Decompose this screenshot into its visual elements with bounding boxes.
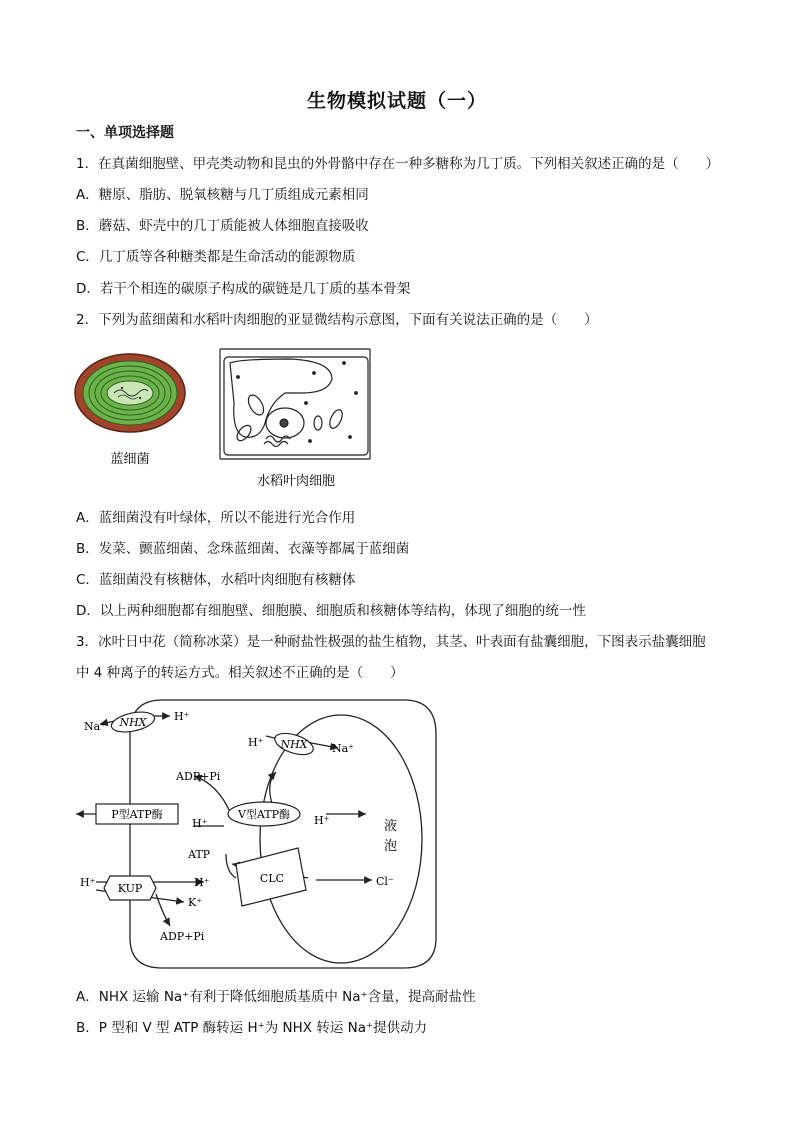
question-1-stem: 1．在真菌细胞壁、甲壳类动物和昆虫的外骨骼中存在一种多糖称为几丁质。下列相关叙述正确的是（ ） xyxy=(76,156,720,172)
p-type-atpase-label: P型ATP酶 xyxy=(111,808,163,821)
question-1-option-d: D．若干个相连的碳原子构成的碳链是几丁质的基本骨架 xyxy=(76,281,411,297)
rice-cell-label: 水稻叶肉细胞 xyxy=(256,474,336,489)
h-middle-label: H⁺ xyxy=(192,817,208,830)
clc-transporter xyxy=(236,848,306,906)
rice-mesophyll-cell-illustration xyxy=(220,349,370,459)
question-1-option-a: A．糖原、脂肪、脱氧核糖与几丁质组成元素相同 xyxy=(76,187,369,203)
adp-pi-top-label: ADP+Pi xyxy=(176,770,221,783)
adp-pi-bottom-label: ADP+Pi xyxy=(160,930,205,943)
na-outside-label: Na⁺ xyxy=(84,720,106,733)
question-1-option-b: B．蘑菇、虾壳中的几丁质能被人体细胞直接吸收 xyxy=(76,218,369,234)
na-vacuole-label: Na⁺ xyxy=(332,742,354,755)
cl-ion-label: Cl⁻ xyxy=(376,875,394,888)
cell-structure-figure xyxy=(70,343,390,493)
h-kup-left-label: H⁺ xyxy=(80,876,96,889)
kup-transporter xyxy=(104,876,156,900)
question-2-option-c: C．蓝细菌没有核糖体，水稻叶肉细胞有核糖体 xyxy=(76,572,356,588)
question-2-stem: 2．下列为蓝细菌和水稻叶肉细胞的亚显微结构示意图，下面有关说法正确的是（ ） xyxy=(76,312,598,328)
question-3-stem-line-1: 3．冰叶日中花（简称冰菜）是一种耐盐性极强的盐生植物，其茎、叶表面有盐囊细胞，下图表示盐囊细胞 xyxy=(76,634,706,650)
question-1-option-c: C．几丁质等各种糖类都是生命活动的能源物质 xyxy=(76,249,356,265)
k-ion-label: K⁺ xyxy=(188,896,203,909)
svg-text:NHX: NHX xyxy=(280,738,308,751)
svg-text:KUP: KUP xyxy=(117,882,143,895)
h-vacuole-label: H⁺ xyxy=(248,736,264,749)
page-title: 生物模拟试题（一） xyxy=(306,90,487,112)
svg-text:CLC: CLC xyxy=(259,872,285,885)
question-3-option-a: A．NHX 运输 Na⁺有利于降低细胞质基质中 Na⁺含量，提高耐盐性 xyxy=(76,989,476,1005)
vacuole-label-1: 液 xyxy=(384,819,398,834)
ion-transport-diagram xyxy=(76,694,444,978)
cyanobacterium-illustration xyxy=(75,354,185,432)
question-2-option-d: D．以上两种细胞都有细胞壁、细胞膜、细胞质和核糖体等结构，体现了细胞的统一性 xyxy=(76,603,586,619)
h-kup-right-label: H⁺ xyxy=(194,876,210,889)
question-2-option-b: B．发菜、颤蓝细菌、念珠蓝细菌、衣藻等都属于蓝细菌 xyxy=(76,541,410,557)
nhx-membrane-transporter xyxy=(110,709,157,736)
nhx-vacuole-transporter xyxy=(272,729,316,758)
atp-label: ATP xyxy=(188,848,211,861)
question-3-stem-line-2: 中 4 种离子的转运方式。相关叙述不正确的是（ ） xyxy=(76,665,404,681)
question-2-option-a: A．蓝细菌没有叶绿体，所以不能进行光合作用 xyxy=(76,510,356,526)
cyanobacterium-label: 蓝细菌 xyxy=(110,452,150,467)
v-type-atpase-label: V型ATP酶 xyxy=(237,808,291,821)
section-heading: 一、单项选择题 xyxy=(76,125,174,141)
h-vacuole-right-label: H⁺ xyxy=(314,814,330,827)
h-outside-label: H⁺ xyxy=(174,710,190,723)
svg-text:NHX: NHX xyxy=(119,716,147,729)
question-3-option-b: B．P 型和 V 型 ATP 酶转运 H⁺为 NHX 转运 Na⁺提供动力 xyxy=(76,1020,428,1036)
vacuole-label-2: 泡 xyxy=(384,839,398,854)
